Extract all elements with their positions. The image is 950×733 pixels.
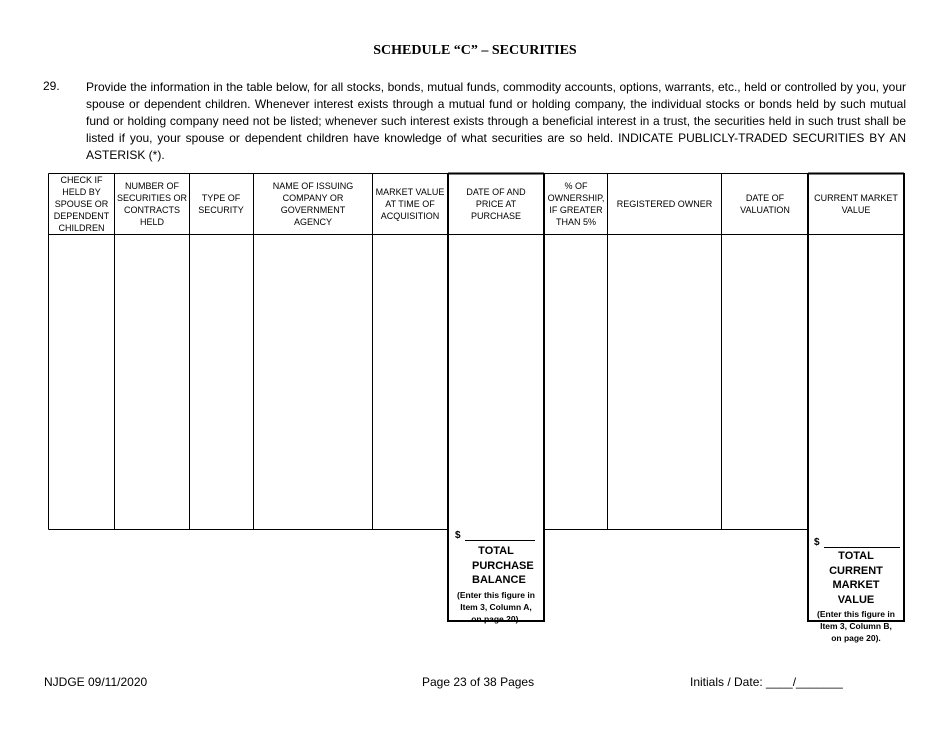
col-header-date-valuation: DATE OF VALUATION <box>740 193 790 215</box>
col-header-check-spouse: CHECK IF HELD BY SPOUSE OR DEPENDENT CHILDREN <box>53 175 110 233</box>
col-header-issuing-company: NAME OF ISSUING COMPANY OR GOVERNMENT AGENCY <box>272 181 354 227</box>
question-number: 29. <box>43 79 60 93</box>
total-purchase-dollar: $ <box>455 530 461 541</box>
footer-form-id: NJDGE 09/11/2020 <box>44 675 148 689</box>
total-market-cell <box>810 537 902 644</box>
footer-page-number: Page 23 of 38 Pages <box>422 675 535 689</box>
page-title: SCHEDULE “C” – SECURITIES <box>373 43 577 58</box>
total-purchase-cell <box>450 530 542 625</box>
total-market-dollar: $ <box>814 537 820 548</box>
total-market-label: TOTAL CURRENT MARKET VALUE <box>829 550 883 606</box>
total-purchase-label: TOTAL PURCHASE BALANCE <box>472 545 534 586</box>
footer-initials-date[interactable]: Initials / Date: ____/_______ <box>690 675 843 689</box>
col-header-registered-owner: REGISTERED OWNER <box>616 199 713 209</box>
total-market-input-line[interactable] <box>824 545 900 548</box>
col-header-current-market-value: CURRENT MARKET VALUE <box>814 193 898 215</box>
col-header-number-securities: NUMBER OF SECURITIES OR CONTRACTS HELD <box>117 181 188 227</box>
total-purchase-note: (Enter this figure in Item 3, Column A, on page 20). <box>457 589 535 624</box>
col-header-ownership-percent: % OF OWNERSHIP, IF GREATER THAN 5% <box>547 181 605 227</box>
col-header-market-value-acquisition: MARKET VALUE AT TIME OF ACQUISITION <box>375 187 445 221</box>
col-header-date-price-purchase: DATE OF AND PRICE AT PURCHASE <box>466 187 526 221</box>
col-header-type-security: TYPE OF SECURITY <box>198 193 244 215</box>
question-text: Provide the information in the table below, for all stocks, bonds, mutual funds, commodity accounts, options, warrants, etc., held or controlled by you, your spouse or dependent children. Whenever interest exists through a mutual fund or holding company, the individual stocks or bonds held by such mutual fund or holding company need not be listed; whenever such interest exists through a beneficial interest in a trust, the securities held in such trust shall be listed if you, your spouse or dependent children have knowledge of what securities are so held. INDICATE PUBLICLY-TRADED SECURITIES BY AN ASTERISK (*). <box>86 80 906 162</box>
total-market-note: (Enter this figure in Item 3, Column B, on page 20). <box>817 609 895 643</box>
total-purchase-input-line[interactable] <box>465 538 535 541</box>
